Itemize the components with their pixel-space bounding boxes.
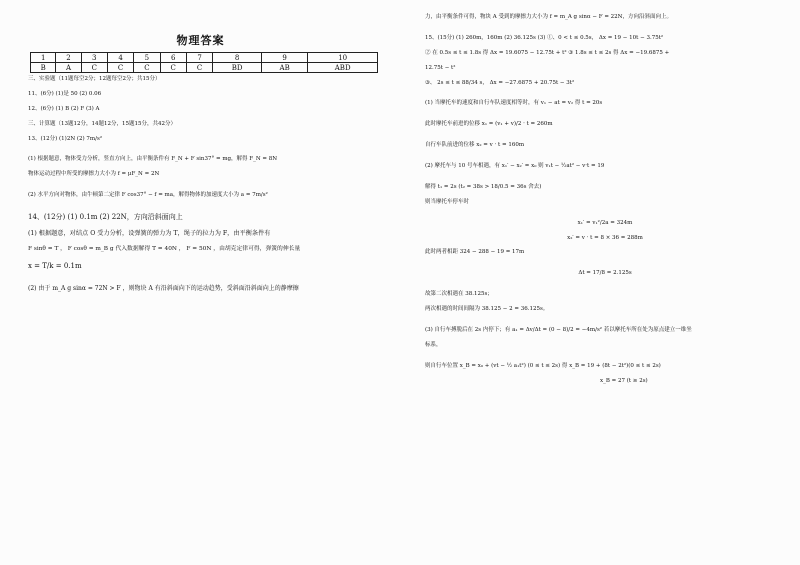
q13-answer: 13、(12分) (1)2N (2) 7m/s² [28,135,103,142]
answer-number-cell: 8 [213,53,262,63]
q14-part2-solution: (2) 由于 m_A g sinα = 72N > F ，则物块 A 有沿斜面向下的运动趋势，受斜面沿斜面向上的静摩擦 [28,284,299,292]
section-calculation-heading: 三、计算题（13题12分，14题12分，15题15分，共42分） [28,120,176,127]
q15-part1-equal-speed: (1) 当摩托车的速度和自行车队速度相等时，有 v₁ − at = v₂ 得 t = 20s [425,100,603,107]
answer-number-cell: 1 [31,53,56,63]
q15-interval-3-cont: 12.75t − t² [425,64,456,71]
q15-answer-summary: 15、(15分) (1) 260m，160m (2) 36.125s (3) ①、0 < t ≤ 0.5s， Δx = 19 − 10t − 3.75t² [425,34,664,41]
q15-part3-deceleration: (3) 自行车搏脱后在 2s 内停下；有 a₁ = Δv/Δt = (0 − 8)/2 = −4m/s² 若以摩托车所在处为原点建立一维坐 [425,326,692,333]
q14-part2-continued: 力，由平衡条件可得，物块 A 受到的摩擦力大小为 f = m_A g sinα − F = 22N，方向沿斜面向上。 [425,14,672,20]
answer-number-cell: 9 [261,53,307,63]
answer-cell: C [160,63,186,73]
answer-cell: AB [261,63,307,73]
answer-cell: C [186,63,212,73]
q14-part1-equations: F sinθ = T ， F cosθ = m_B g 代入数据解得 T = 40N ， F = 50N ，由胡克定律可得，弹簧的伸长量 [28,246,301,253]
section3-experiment-heading: 三、实验题（11题每空2分；12题每空2分；共15分） [28,76,161,82]
q15-interval-between: 两次相遇的时间间隔为 38.125 − 2 = 36.125s。 [425,306,549,312]
q13-part1-solution: (1) 根据题意，物体受力分析，竖直方向上，由平衡条件有 F_N + F sin37° = mg，解得 F_N = 8N [28,156,278,163]
q15-coordinate-system: 标系， [425,341,442,348]
answer-number-cell: 3 [81,53,107,63]
q15-stop-distance: x₁′ = v₁²/2a = 324m [577,219,633,226]
answer-table-answer-row [31,63,378,73]
answer-number-cell: 7 [186,53,212,63]
q15-interval-4: ③、 2s ≤ t ≤ 88/34 s， Δx = −27.6875 + 20.75t − 3t² [425,79,575,86]
answer-cell: C [134,63,160,73]
q12-answer: 12、(6分) (1) B (2) F (3) A [28,105,100,112]
q15-solve-time: 解得 t₁ = 2s (t₂ = 38s > 18/0.5 = 36s 舍去) [425,183,542,190]
q13-friction-line: 物体运动过程中所受的摩擦力大小为 f = μF_N = 2N [28,171,160,178]
q11-answer: 11、(6分) (1)是 50 (2) 0.06 [28,90,102,97]
q15-delta-t: Δt = 17/8 = 2.125s [578,270,632,277]
q15-bicycle-distance: x₂′ = v · t = 8 × 36 = 288m [567,234,643,241]
q15-second-meeting: 故第二次相遇在 38.125s； [425,291,493,298]
q15-bicycle-position: 则自行车位置 x_B = x₀ + (vt − ½ a₁t²) (0 ≤ t ≤ 2s) 得 x_B = 19 + (8t − 2t²)(0 ≤ t ≤ 2s) [425,362,661,369]
q15-bicycle-position-final: x_B = 27 (t ≥ 2s) [600,377,648,384]
q14-answer: 14、(12分) (1) 0.1m (2) 22N，方向沿斜面向上 [28,213,183,221]
answer-cell: BD [213,63,262,73]
answer-number-cell: 6 [160,53,186,63]
answer-cell: C [107,63,133,73]
q13-part2-solution: (2) 水平方向对物体，由牛顿第二定律 F cos37° − f = ma，解得物体的加速度大小为 a = 7m/s² [28,192,268,199]
answer-table-number-row [31,53,378,63]
q15-motorcycle-displacement: 此时摩托车前进的位移 x₁ = (v₁ + v)/2 · t = 260m [425,121,553,128]
q15-part2-meeting: (2) 摩托车与 10 号车相遇，有 x₁′ − x₂′ = x₀ 则 v₁t − ½at² − v·t = 19 [425,163,605,169]
q15-bicycle-displacement: 自行车队前进的位移 x₂ = v · t = 160m [425,142,525,149]
answer-table [30,52,378,73]
answer-cell: B [31,63,56,73]
page-title: 物理答案 [176,34,225,47]
left-column [28,28,373,293]
answer-number-cell: 10 [308,53,378,63]
q15-separation: 此时两者相距 324 − 288 − 19 = 17m [425,249,525,256]
q15-when-stopped: 则当摩托车停车时 [425,198,470,205]
q14-spring-extension: x = T/k = 0.1m [28,261,82,270]
answer-cell: ABD [308,63,378,73]
answer-number-cell: 4 [107,53,133,63]
q14-part1-intro: (1) 根据题意，对结点 O 受力分析，设弹簧的弹力为 T，绳子的拉力为 F，由平衡条件有 [28,230,271,238]
right-column [425,14,785,384]
answer-cell: C [81,63,107,73]
answer-cell: A [56,63,81,73]
q15-interval-2-3: ② 在 0.5s ≤ t ≤ 1.8s 得 Δx = 19.6075 − 12.75t + t² ③ 1.8s ≤ t ≤ 2s 得 Δx = −19.6875 + [425,49,670,56]
answer-number-cell: 5 [134,53,160,63]
answer-number-cell: 2 [56,53,81,63]
